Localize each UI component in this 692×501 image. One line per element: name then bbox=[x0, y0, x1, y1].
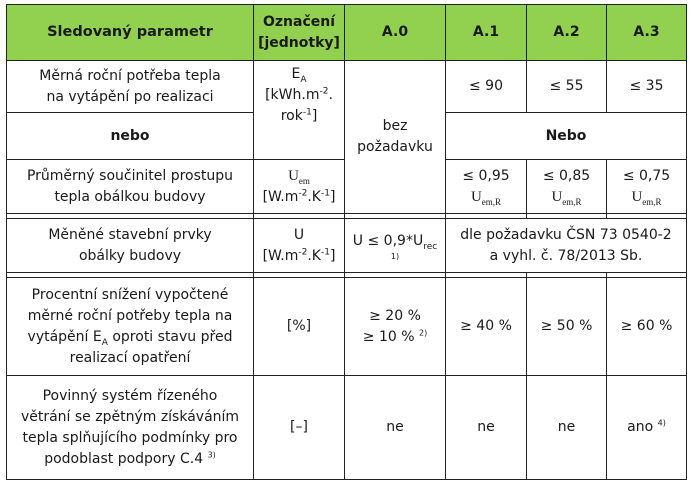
or-right: Nebo bbox=[446, 113, 687, 160]
row3-a0-main: U ≤ 0,9*U bbox=[352, 232, 424, 249]
row2-symbol-sub: em bbox=[298, 175, 310, 186]
row2-unit-a: [W.m bbox=[262, 188, 299, 205]
row4-param-line3-sub: A bbox=[101, 337, 108, 348]
row5-a1: ne bbox=[446, 376, 527, 480]
row1-a3: ≤ 35 bbox=[607, 61, 687, 113]
row1-unit-sup2: -1 bbox=[302, 107, 312, 118]
row5-a2: ne bbox=[527, 376, 607, 480]
row1-a0 bbox=[345, 61, 446, 214]
row2-symbol: U bbox=[288, 167, 299, 184]
row5-param-line3: tepla splňujícího podmínky pro bbox=[22, 429, 238, 446]
row3-unit-b: .K bbox=[307, 247, 321, 264]
row4-a0-line1: ≥ 20 % bbox=[369, 307, 421, 324]
row4-param-line2: měrné roční potřeby tepla na bbox=[27, 307, 233, 324]
row2-a2-value: ≤ 0,85 bbox=[542, 167, 591, 184]
row1-symbol-sub: A bbox=[300, 74, 307, 85]
row-building-elements bbox=[7, 219, 687, 273]
row3-a0-foot: 1) bbox=[390, 251, 400, 261]
row2-unit-sup1: -2 bbox=[298, 187, 308, 198]
row2-param bbox=[7, 160, 254, 214]
row2-a3 bbox=[607, 160, 687, 214]
row5-param-line4: podoblast podpory C.4 bbox=[44, 450, 204, 467]
row4-param-line1: Procentní snížení vypočtené bbox=[31, 286, 229, 303]
row4-param bbox=[7, 278, 254, 376]
row2-a2-ref-sub: em,R bbox=[562, 196, 582, 207]
row3-a123-line1: dle požadavku ČSN 73 0540-2 bbox=[460, 226, 672, 243]
header-unit-line2: [jednotky] bbox=[258, 34, 340, 51]
row2-a2-ref: U bbox=[551, 188, 563, 205]
row4-a2: ≥ 50 % bbox=[527, 278, 607, 376]
row2-unit bbox=[254, 160, 345, 214]
row4-a3: ≥ 60 % bbox=[607, 278, 687, 376]
row4-param-line4: realizací opatření bbox=[69, 349, 191, 366]
row5-param-line1: Povinný systém řízeného bbox=[42, 387, 218, 404]
row3-unit bbox=[254, 219, 345, 273]
row5-param-line2: větrání se zpětným získáváním bbox=[20, 408, 240, 425]
row1-unit-end: ] bbox=[311, 108, 318, 124]
row1-param-line2: na vytápění po realizaci bbox=[46, 88, 214, 105]
header-a2: A.2 bbox=[527, 5, 607, 61]
header-a0: A.0 bbox=[345, 5, 446, 61]
row1-a1: ≤ 90 bbox=[446, 61, 527, 113]
row-ventilation bbox=[7, 376, 687, 480]
row2-unit-sup2: -1 bbox=[320, 187, 330, 198]
row3-param-line2: obálky budovy bbox=[78, 247, 182, 264]
header-unit-line1: Označení bbox=[262, 13, 336, 30]
or-left: nebo bbox=[7, 113, 254, 160]
row5-a3-value: ano bbox=[627, 419, 654, 435]
row5-a0: ne bbox=[345, 376, 446, 480]
row5-param bbox=[7, 376, 254, 480]
row1-param bbox=[7, 61, 254, 113]
row2-a2 bbox=[527, 160, 607, 214]
row3-param bbox=[7, 219, 254, 273]
header-param: Sledovaný parametr bbox=[7, 5, 254, 61]
row1-unit-b: rok bbox=[280, 108, 303, 124]
row3-symbol: U bbox=[293, 226, 305, 243]
row2-a1-ref-sub: em,R bbox=[481, 196, 502, 207]
row3-a0 bbox=[345, 219, 446, 273]
row2-a3-ref: U bbox=[631, 188, 643, 205]
row3-a123 bbox=[446, 219, 687, 273]
row2-a3-value: ≤ 0,75 bbox=[622, 167, 671, 184]
row5-a3-foot: 4) bbox=[657, 418, 666, 428]
row1-a2: ≤ 55 bbox=[527, 61, 607, 113]
row1-unit-a: [kWh.m bbox=[265, 87, 320, 103]
row3-a0-sub: rec bbox=[423, 241, 438, 252]
row1-unit-dot: . bbox=[328, 87, 333, 103]
header-unit bbox=[254, 5, 345, 61]
row4-param-line3a: vytápění E bbox=[27, 328, 102, 345]
row2-a3-ref-sub: em,R bbox=[642, 196, 662, 207]
row2-unit-b: .K bbox=[307, 188, 321, 205]
row4-param-line3b: oproti stavu před bbox=[107, 328, 233, 345]
header-row bbox=[7, 5, 687, 61]
row3-unit-sup1: -2 bbox=[298, 246, 308, 257]
row4-a1: ≥ 40 % bbox=[446, 278, 527, 376]
row2-a1-ref: U bbox=[470, 188, 482, 205]
row4-a0 bbox=[345, 278, 446, 376]
row3-unit-a: [W.m bbox=[262, 247, 299, 264]
row1-a0-line1: bez bbox=[382, 118, 408, 134]
header-a1: A.1 bbox=[446, 5, 527, 61]
row5-a3 bbox=[607, 376, 687, 480]
row1-unit bbox=[254, 61, 345, 160]
row2-param-line2: tepla obálkou budovy bbox=[54, 188, 206, 205]
row2-param-line1: Průměrný součinitel prostupu bbox=[26, 167, 234, 184]
row-heating-demand bbox=[7, 61, 687, 113]
row4-a0-line2: ≥ 10 % bbox=[362, 328, 415, 345]
row5-unit: [–] bbox=[254, 376, 345, 480]
row1-a0-line2: požadavku bbox=[357, 139, 433, 155]
row2-a1-value: ≤ 0,95 bbox=[462, 167, 510, 184]
row-percent-reduction bbox=[7, 278, 687, 376]
row4-unit: [%] bbox=[254, 278, 345, 376]
row3-unit-sup2: -1 bbox=[320, 246, 330, 257]
requirements-table bbox=[6, 4, 687, 480]
row5-param-foot: 3) bbox=[207, 449, 216, 459]
row4-a0-foot: 2) bbox=[418, 327, 428, 337]
row1-unit-sup1: -2 bbox=[319, 86, 329, 97]
row1-symbol: E bbox=[291, 66, 301, 82]
row2-a1 bbox=[446, 160, 527, 214]
row3-unit-c: ] bbox=[329, 247, 336, 264]
row3-param-line1: Měněné stavební prvky bbox=[48, 226, 212, 243]
header-a3: A.3 bbox=[607, 5, 687, 61]
row1-param-line1: Měrná roční potřeba tepla bbox=[39, 67, 221, 84]
row3-a123-line2: a vyhl. č. 78/2013 Sb. bbox=[489, 247, 643, 264]
row2-unit-c: ] bbox=[329, 188, 336, 205]
